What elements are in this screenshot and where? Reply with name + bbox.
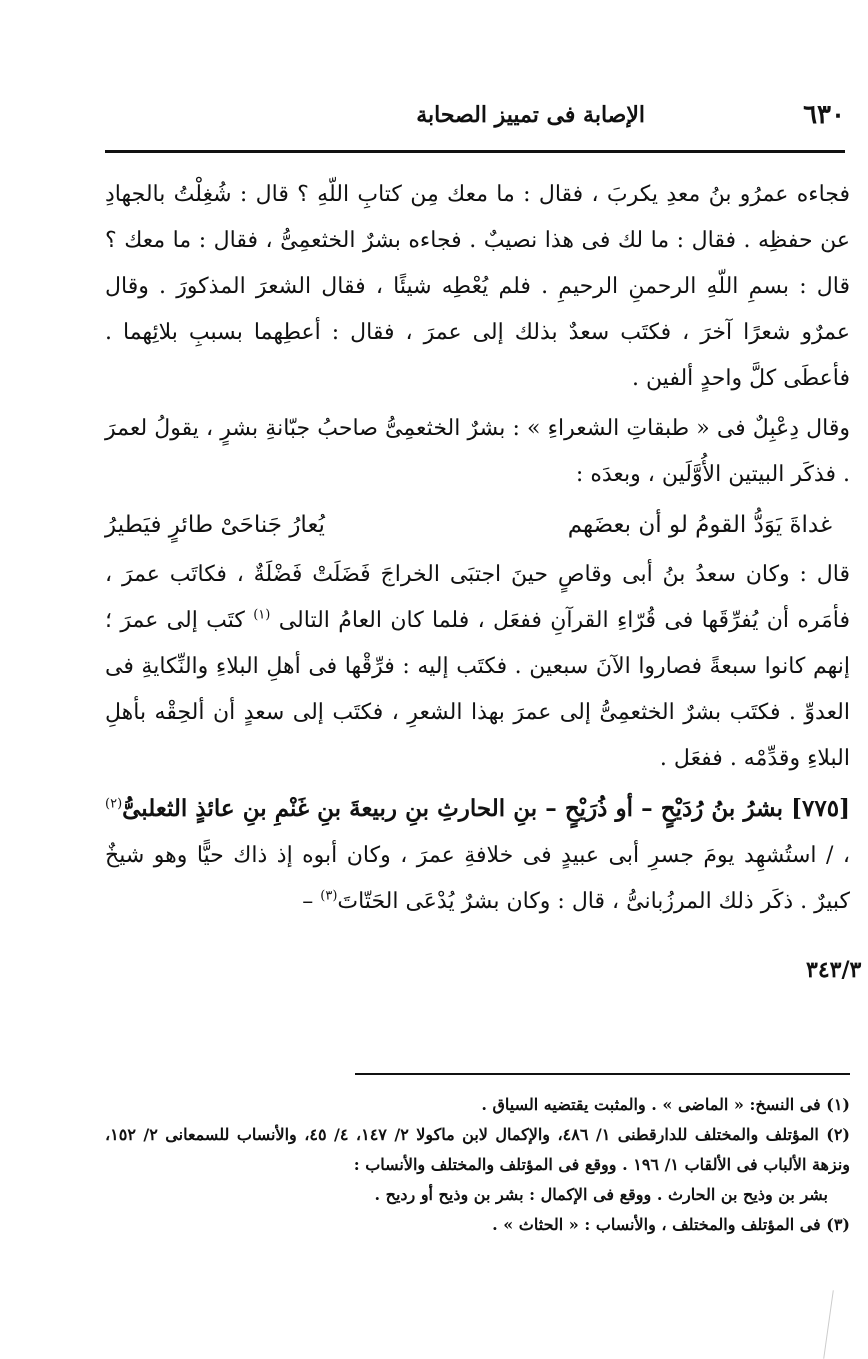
footnote-1: (١) فى النسخ: « الماضى » . والمثبت يقتضيه السياق . xyxy=(481,1095,850,1114)
entry-heading: [٧٧٥] بشرُ بنُ رُدَيْحٍ – أو ذُرَيْحٍ – بنِ الحارثِ بنِ ربيعةَ بنِ غَنْمِ بنِ عائذٍ الثعلبىُّ xyxy=(122,795,850,822)
footnote-rule xyxy=(355,1073,850,1075)
header-rule xyxy=(105,150,845,153)
paragraph-3-part-b: كتَب إلى عمرَ ؛ إنهم كانوا سبعةً فصاروا الآنَ سبعين . فكتَب إليه : فرِّقْها فى أهلِ البلاءِ والنِّكايةِ فى العدوِّ . فكتَب بشرٌ الخثعمِىُّ إلى عمرَ بهذا الشعرِ ، فكتَب إلى سعدٍ أن ألحِقْه بأهلِ البلاءِ وقدِّمْه . ففعَل . xyxy=(105,608,850,771)
page-header xyxy=(105,96,845,136)
footnotes xyxy=(105,1090,850,1240)
poetry-verse xyxy=(105,502,850,548)
verse-right-hemistich: غداةَ يَوَدُّ القومُ لو أن بعضَهم xyxy=(567,512,832,538)
scan-artifact-line xyxy=(823,1290,834,1358)
paragraph-3-part-a: قال : وكان سعدُ بنُ أبى وقاصٍ حينَ اجتبَى الخراجَ فَضَلَتْ فَضْلَةٌ ، فكاتَب عمرَ ، فأمَره أن يُفرِّقَها فى قُرّاءِ القرآنِ ففعَل ، فلما كان العامُ التالى xyxy=(105,562,850,633)
entry-775 xyxy=(105,786,850,925)
main-text xyxy=(105,172,850,925)
verse-left-hemistich: يُعارُ جَناحَىْ طائرٍ فيَطيرُ xyxy=(105,512,325,538)
footnote-ref-2[interactable]: (٢) xyxy=(105,796,123,812)
paragraph-1: فجاءه عمرُو بنُ معدِ يكربَ ، فقال : ما معك مِن كتابِ اللّهِ ؟ قال : شُغِلْتُ بالجهادِ عن حفظِه . فقال : ما لك فى هذا نصيبٌ . فجاءه بشرٌ الخثعمِىُّ ، فقال : ما معك ؟ قال : بسمِ اللّهِ الرحمنِ الرحيمِ . فلم يُعْطِه شيئًا ، فقال الشعرَ المذكورَ . وقال عمرٌو شعرًا آخرَ ، فكتَب سعدٌ بذلك إلى عمرَ ، فقال : أعطِهما بسببِ بلائِهما . فأعطَى كلَّ واحدٍ ألفين . xyxy=(105,182,850,391)
page-number: ٦٣٠ xyxy=(803,100,845,130)
entry-text-b: – xyxy=(302,889,314,914)
margin-volume-page-note: ٣٤٣/٣ xyxy=(806,957,862,983)
paragraph-2: وقال دِعْبِلٌ فى « طبقاتِ الشعراءِ » : بشرٌ الخثعمِىُّ صاحبُ جبّانةِ بشرٍ ، يقولُ لعمرَ . فذكَر البيتين الأُوَّلَين ، وبعدَه : xyxy=(105,416,850,487)
running-title: الإصابة فى تمييز الصحابة xyxy=(416,102,645,128)
paragraph-3 xyxy=(105,552,850,782)
footnote-2: (٢) المؤتلف والمختلف للدارقطنى ١/ ٤٨٦، والإكمال لابن ماكولا ٢/ ١٤٧، ٤/ ٤٥، والأنساب للسمعانى ٢/ ١٥٢، ونزهة الألباب فى الألقاب ١/ ١٩٦ . ووقع فى المؤتلف والمختلف والأنساب : xyxy=(105,1125,850,1174)
footnote-2-continued: بشر بن وذيح بن الحارث . ووقع فى الإكمال : بشر بن وذيح أو رديح . xyxy=(374,1185,828,1204)
footnote-ref-3[interactable]: (٣) xyxy=(320,888,338,904)
footnote-ref-1[interactable]: (١) xyxy=(253,607,271,623)
footnote-3: (٣) فى المؤتلف والمختلف ، والأنساب : « الحثاث » . xyxy=(492,1215,850,1234)
entry-text-a: ، / استُشهِد يومَ جسرِ أبى عبيدٍ فى خلافةِ عمرَ ، وكان أبوه إذ ذاك حيًّا وهو شيخٌ كبيرٌ . ذكَر ذلك المرزُبانىُّ ، قال : وكان بشرٌ يُدْعَى الحَتّاتَ xyxy=(105,843,850,914)
